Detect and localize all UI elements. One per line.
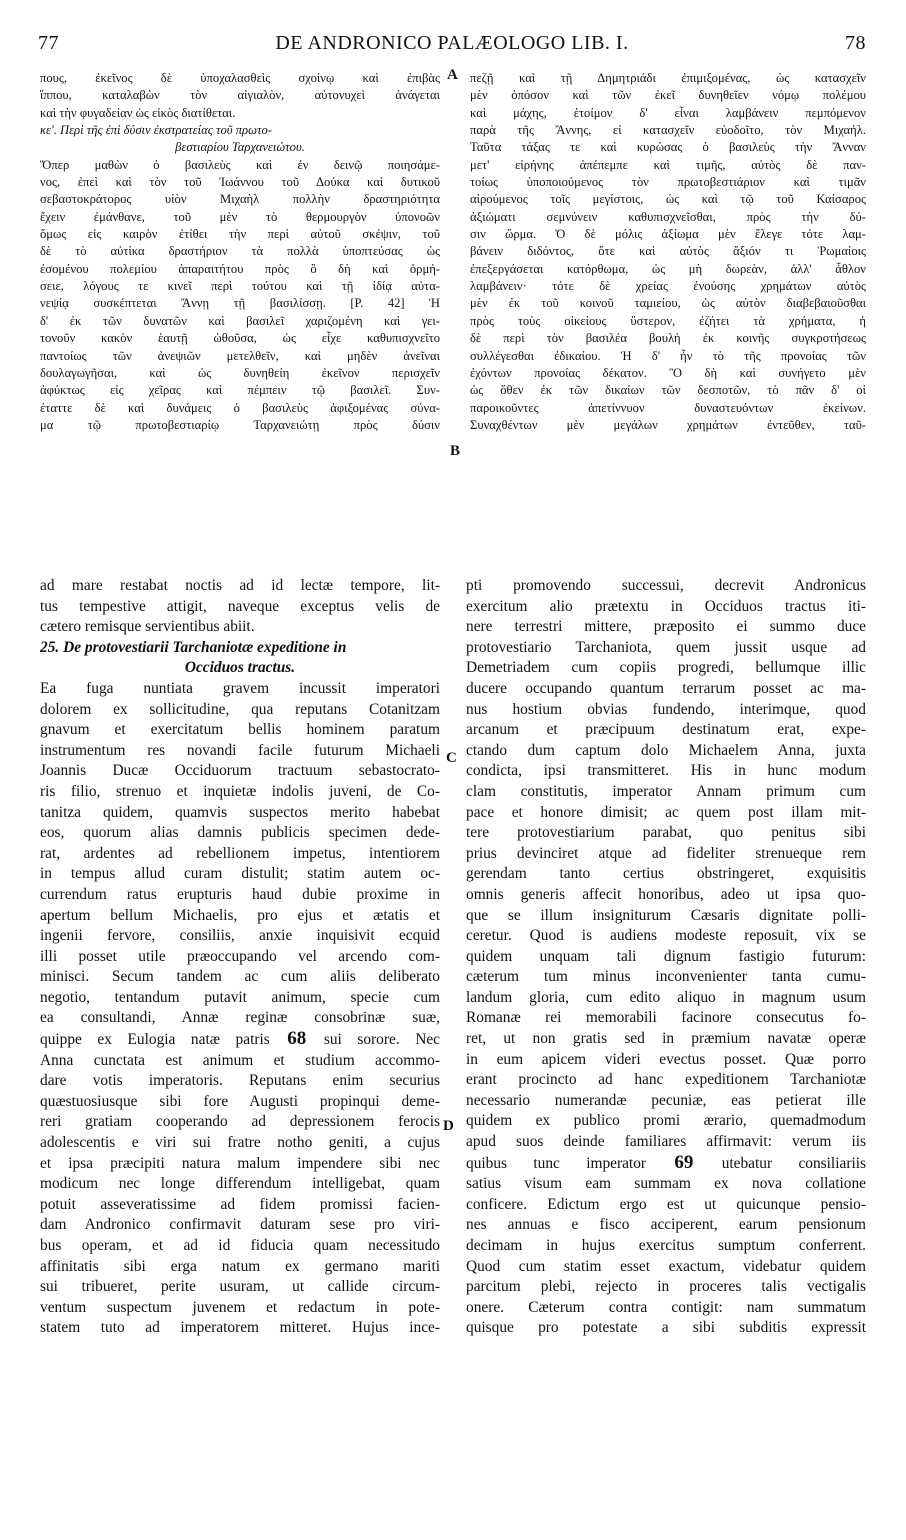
latin-line: ad mare restabat noctis ad id lectæ tempore, lit- (40, 577, 440, 594)
latin-line: dolorem ex sollicitudine, qua reputans Cotanitzam (40, 700, 440, 718)
latin-line: nes annuas e fisco acciperent, earum pensionum (466, 1216, 866, 1234)
greek-line: μετ' εἰρήνης ἀπέπεμπε καὶ τιμῆς, αὐτὸς δὲ παν- (470, 157, 866, 172)
latin-column-right (466, 576, 866, 1339)
latin-line: quippe ex Eulogia natæ patris 68 sui sorore. Nec (40, 1029, 440, 1050)
latin-line: ret, ut non gratis sed in præmium navatæ operæ (466, 1030, 866, 1048)
latin-line: que se illum insigniturum Cæsaris dignitate polli- (466, 906, 866, 924)
latin-line: statem tuto ad imperatorem mitteret. Hujus ince- (40, 1319, 440, 1337)
latin-line: tus tempestive attigit, naveque exceptus velis de (40, 597, 440, 615)
latin-heading-line: Occiduos tractus. (184, 659, 296, 677)
greek-line: νεψίᾳ συσκέπτεται Ἄννῃ τῇ βασιλίσσῃ. [P. 42] Ἡ (40, 296, 440, 311)
latin-line: Ea fuga nuntiata gravem incussit imperatori (40, 679, 440, 697)
latin-line: parcitum plebi, rejecto in proceres talis vectigalis (466, 1278, 866, 1296)
greek-line: ὅμως εἰς καιρὸν ἐτίθει τὴν περὶ αὐτοῦ σκέψιν, τοῦ (40, 227, 440, 242)
latin-line: dare votis imperatoris. Reputans enim securius (40, 1072, 440, 1090)
latin-line: ris filio, strenuo et inquietæ indolis juveni, de Co- (40, 782, 440, 800)
latin-line: bus operam, et ad id fiducia quam necessitudo (40, 1237, 440, 1254)
latin-line: Demetriadem cum copiis progredi, bellumque illic (466, 659, 866, 677)
latin-line: apertum bellum Michaelis, pro ejus et ætatis et (40, 906, 440, 924)
latin-line: ducere occupando quantum terrarum posset ac ma- (466, 679, 866, 697)
greek-line: καὶ τὴν φυγαδείαν ὡς εἰκὸς διατίθεται. (40, 105, 236, 120)
greek-line: ἐσομένου πολεμίου ἀπαραιτήτου πρὸς ὃ δὴ καὶ ὁρμή- (40, 261, 440, 276)
latin-line: landum gloria, cum edito aliquo in magnum usum (466, 988, 866, 1006)
latin-line: exercitum alio prætextu in Occiduos tractus iti- (466, 597, 866, 615)
greek-line: πεζῇ καὶ τῇ Δημητριάδι ἐπιμιξομένας, ὡς κατασχεῖν (470, 71, 866, 85)
margin-letter-c: C (446, 750, 457, 766)
greek-line: ὡς ὅθεν ἐκ τῶν δικαίων τῶν δεσποτῶν, τὸ πᾶν δ' οἱ (470, 383, 866, 398)
greek-line: σιν ὥρμα. Ὁ δὲ μόλις ἀξίωμα μὲν ἔλεγε τότε λαμ- (470, 227, 866, 242)
latin-line: omnis generis affecit honoribus, adeo ut ipsa quo- (466, 885, 866, 903)
greek-line: συλλέγεσθαι ἐδικαίου. Ἡ δ' ἦν τὸ τῆς προνοίας τῶν (470, 348, 866, 363)
latin-line: Joannis Ducæ Occiduorum tractuum sebastocrato- (40, 762, 440, 780)
latin-line: instrumentum res novandi facile futurum Michaeli (40, 741, 440, 759)
latin-line: quidem ex publico promi ærario, quemadmodum (466, 1112, 866, 1130)
page-number-left: 77 (38, 32, 59, 54)
page-number-right: 78 (845, 32, 866, 54)
greek-column-right (470, 70, 866, 434)
greek-line: σεβαστοκράτορος υἱὸν Μιχαὴλ πολλὴν δραστηριότητα (40, 192, 440, 207)
latin-heading-line: 25. De protovestiarii Tarchaniotæ expeditione in (40, 638, 347, 656)
page-header (38, 32, 866, 56)
latin-section-heading (40, 638, 440, 679)
latin-line: tere protovestiarium parabat, quo penitus sibi (466, 824, 866, 842)
latin-line: satius visum eam summam ex nova collatione (466, 1175, 866, 1193)
running-title: DE ANDRONICO PALÆOLOGO LIB. I. (275, 32, 629, 54)
greek-line: παρὰ τῆς Ἄννης, εἰ κατασχεῖν εὐοδοῖτο, τὸν Μιχαήλ. (470, 123, 866, 138)
greek-line: ἀξιώματι σεμνύνειν καθυπισχνεῖσθαι, πρὸς τὴν δύ- (470, 209, 866, 224)
latin-line: clam constitutis, imperator Annam primum cum (466, 782, 866, 800)
latin-line: condicta, ipsi transmitteret. His in hunc modum (466, 762, 866, 780)
greek-line: νος, ἐπεὶ καὶ τὸν τοῦ Ἰωάννου τοῦ Δούκα καὶ δυτικοῦ (40, 175, 440, 190)
greek-line: μα τῷ πρωτοβεστιαρίῳ Ταρχανειώτῃ πρὸς δύσιν (40, 417, 440, 432)
latin-line: Anna cunctata est animum et studium accommo- (40, 1051, 440, 1069)
latin-line: ingenii fervore, consiliis, anxie inquisivit ecquid (40, 927, 440, 945)
latin-line: erant procincto ad hanc expeditionem Tarchaniotæ (466, 1071, 866, 1089)
latin-line: affinitatis sibi erga natum ex germano mariti (40, 1257, 440, 1275)
greek-line: τονοῦν κακὸν ἑαυτῇ ὠθοῦσα, ὡς εἶχε καθυπισχνεῖτο (40, 331, 440, 346)
latin-line: Romanæ rei memorabili facinore consecutus fo- (466, 1009, 866, 1027)
greek-line: μὲν ἐκ τοῦ κοινοῦ ταμιείου, ὡς αὐτὸν διαβεβαιοῦσθαι (470, 296, 866, 311)
latin-line: potuit asseveratissime ad fidem promissi facien- (40, 1195, 440, 1213)
greek-line: μὲν ὁπόσον καὶ τῶν ἐκεῖ δυνηθεῖεν νόμῳ πολέμου (470, 88, 866, 103)
greek-line: παροικοῦντες ἀπετίννυον δυναστευόντων ἐκείνων. (470, 400, 866, 415)
greek-line: δουλαγωγῆσαι, καὶ ὡς δυνηθείη ἐκεῖνον περισχεῖν (40, 365, 440, 380)
greek-line: Ταῦτα τάξας τε καὶ κυρώσας ὁ βασιλεὺς τὴν Ἄνναν (470, 140, 866, 155)
latin-line: quisque pro potestate a sibi subditis expressit (466, 1319, 866, 1337)
latin-line: in tempus allud curam distulit; statim autem oc- (40, 865, 440, 883)
latin-line: necessario numerandæ pecuniæ, eas petierat ille (466, 1091, 866, 1109)
latin-line: reri gratiam cooperando ad depressionem ferocis (40, 1113, 440, 1131)
latin-line: prius devinciret atque ad fideliter strenueque rem (466, 844, 866, 862)
greek-heading-line: κε'. Περὶ τῆς ἐπὶ δύσιν ἐκστρατείας τοῦ πρωτο- (40, 123, 272, 138)
greek-line: δὲ τὸ αὐτίκα δραστήριον τὰ πολλὰ ὑποπτεύσας ὡς (40, 244, 440, 259)
latin-line: protovestiario Tarchaniota, quem jussit usque ad (466, 638, 866, 656)
latin-line: nere terrestri mittere, præposito ei summo duce (466, 618, 866, 636)
latin-line: ctando dum captum dolo Michaelem Anna, juxta (466, 741, 866, 759)
latin-line: et ipsa præcipiti natura malum impendere sibi nec (40, 1154, 440, 1172)
edition-page-marker: 68 (287, 1029, 307, 1050)
margin-letter-b: B (450, 443, 461, 459)
latin-line: adolescentis e viri sui fratre notho geniti, a cujus (40, 1134, 440, 1152)
latin-line: onere. Cæterum contra contigit: nam summatum (466, 1298, 866, 1316)
greek-line: ἀφύκτως εἰς χεῖρας καὶ πέμπειν τῷ βασιλεῖ. Συν- (40, 383, 440, 398)
latin-line: ventum suspectum juvenem et redactum in pote- (40, 1298, 440, 1316)
latin-line: gnavum et exercitatum bellis hominem paratum (40, 721, 440, 739)
greek-line: αἱρούμενος τοῖς μεγίστοις, ὡς καὶ τῷ τοῦ Καίσαρος (470, 192, 866, 207)
greek-line: δὲ περὶ τὸν βασιλέα βουλὴ ἐκ κοινῆς συγκροτήσεως (470, 331, 866, 346)
latin-line: in eum apicem videri evectus posset. Quæ porro (466, 1050, 866, 1068)
latin-line: gerendam tanto certius obstringeret, exquisitis (466, 865, 866, 883)
latin-line: modicum nec longe differendum intelligebat, quam (40, 1175, 440, 1193)
greek-line: ἵππου, καταλαβὼν τὸν αἰγιαλὸν, αὐτονυχεὶ ἀνάγεται (40, 88, 440, 103)
greek-line: ἐπεξεργάσεται κατόρθωμα, ὡς μὴ δωρεὰν, ἀλλ' ἆθλον (470, 261, 866, 276)
latin-line: cætero remisque servientibus abiit. (40, 618, 255, 636)
latin-line: nus hostium obvias fundendo, interimque, quod (466, 700, 866, 718)
latin-line: rat, ardentes ad rebellionem impetus, intentiorem (40, 844, 440, 862)
latin-line: pace et honore dimisit; ac quem post illam mit- (466, 803, 866, 821)
latin-column-left (40, 576, 440, 1339)
greek-line: δ' ἐκ τῶν δυνατῶν καὶ βασιλεῖ χαριζομένη καὶ γει- (40, 313, 440, 328)
latin-line: ceretur. Quod is audiens modeste reposuit, vix se (466, 927, 866, 945)
greek-line: Συναχθέντων μὲν μεγάλων χρημάτων ἐντεῦθεν, ταῦ- (470, 417, 866, 432)
greek-line: έταττε δὲ καὶ δυνάμεις ὁ βασιλεὺς ἀφιξομένας σύνα- (40, 400, 440, 415)
greek-line: καὶ μάχης, ἑτοίμον δ' εἶναι λαμβάνειν πεμπόμενον (470, 105, 866, 120)
latin-line: ea consultandi, Annæ reginæ consobrinæ suæ, (40, 1009, 440, 1027)
latin-line: negotio, tentandum putavit animum, specie cum (40, 988, 440, 1006)
greek-section-heading (40, 122, 440, 157)
latin-line: cæterum tum minus inconvenienter tanta cumu- (466, 968, 866, 986)
greek-line: ἐχόντων προνοίας δέκατον. Ὃ δὴ καὶ συνήγετο μὲν (470, 365, 866, 380)
greek-line: ἔχειν ἐμάνθανε, τοῦ μὲν τὸ θερμουργὸν ὑπονοῶν (40, 209, 440, 224)
greek-line: τοίως ὑποποιούμενος τὸν πρωτοβεστιάριον καὶ τιμᾶν (470, 175, 866, 190)
greek-line: βάνειν διδόντος, ὅτε καὶ αὐτὸς ἄξιόν τι Ῥωμαίοις (470, 244, 866, 259)
greek-column-left (40, 70, 440, 434)
greek-line: λαμβάνειν· τότε δὲ χρείας ἐνούσης χρημάτων αὐτὸς (470, 279, 866, 294)
latin-line: minisci. Secum tandem ac cum aliis deliberato (40, 968, 440, 986)
latin-line: Quod cum statim esset exactum, videbatur quidem (466, 1257, 866, 1275)
greek-line: πρὸς τοὺς οἰκείους ὕστερον, ἐζήτει τὰ χρήματα, ἡ (470, 313, 866, 328)
latin-line: tanitza quidem, quamvis suspectos merito habebat (40, 803, 440, 821)
latin-line: sui tribueret, perite usuram, ut callide circum- (40, 1278, 440, 1296)
latin-line: apud suos deinde familiares affirmavit: verum iis (466, 1133, 866, 1151)
latin-line: quibus tunc imperator 69 utebatur consiliariis (466, 1152, 866, 1173)
greek-line: παντοίως τῶν ἀνεψιῶν μετελθεῖν, καὶ μηδὲν ἀνεῖναι (40, 348, 440, 363)
latin-line: currendum ratus erupturis haud dubie proxime in (40, 885, 440, 903)
latin-line: illi posset utile præoccupando vel arcendo com- (40, 947, 440, 965)
latin-line: quæstuosiusque sibi fore Augusti propinqui deme- (40, 1092, 440, 1110)
greek-heading-line: βεστιαρίου Ταρχανειώτου. (175, 140, 305, 155)
latin-line: dam Andronico confirmavit daturam sese pro viri- (40, 1216, 440, 1234)
latin-line: eos, quorum alias damnis publicis specimen dede- (40, 824, 440, 842)
latin-line: conficere. Edictum ergo est ut quicunque pensio- (466, 1195, 866, 1213)
greek-line: Ὅπερ μαθὼν ὁ βασιλεὺς καὶ ἐν δεινῷ ποιησάμε- (40, 157, 440, 172)
greek-line: σειε, λόγους τε κινεῖ περὶ τούτου καὶ τῇ ἰδίᾳ αὐτα- (40, 279, 440, 294)
latin-line: pti promovendo successui, decrevit Andronicus (466, 577, 866, 594)
latin-line: quidem unquam tali dignum fastigio futurum: (466, 947, 866, 965)
margin-letter-d: D (443, 1118, 454, 1134)
latin-line: arcanum et præcipuum destinatum erat, expe- (466, 721, 866, 739)
margin-letter-a: A (447, 67, 458, 83)
latin-line: decimam in hujus exercitus sumptum conferrent. (466, 1237, 866, 1254)
greek-line: πους, ἐκεῖνος δὲ ὑποχαλασθεὶς σχοίνῳ καὶ ἐπιβὰς (40, 71, 440, 85)
edition-page-marker: 69 (674, 1152, 694, 1173)
